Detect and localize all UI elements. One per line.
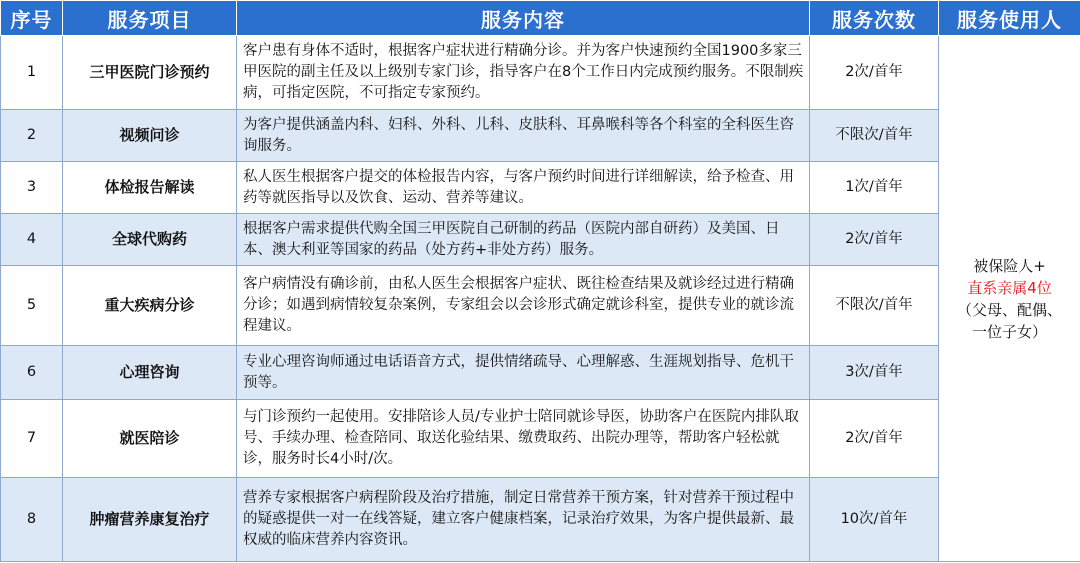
row-index: 1 xyxy=(1,36,63,110)
row-item: 重大疾病分诊 xyxy=(63,266,237,346)
table-row xyxy=(1,162,1080,214)
row-content: 私人医生根据客户提交的体检报告内容，与客户预约时间进行详细解读，给予检查、用药等就医指导以及饮食、运动、营养等建议。 xyxy=(237,162,810,214)
row-content: 营养专家根据客户病程阶段及治疗措施，制定日常营养干预方案，针对营养干预过程中的疑惑提供一对一在线答疑，建立客户健康档案，记录治疗效果，为客户提供最新、最权威的临床营养内容资讯。 xyxy=(237,478,810,562)
header-content: 服务内容 xyxy=(237,1,810,36)
users-line4: 一位子女） xyxy=(971,322,1047,341)
row-content: 专业心理咨询师通过电话语音方式，提供情绪疏导、心理解惑、生涯规划指导、危机干预等。 xyxy=(237,346,810,400)
table-row xyxy=(1,346,1080,400)
row-content: 根据客户需求提供代购全国三甲医院自己研制的药品（医院内部自研药）及美国、日本、澳大利亚等国家的药品（处方药+非处方药）服务。 xyxy=(237,214,810,266)
row-index: 2 xyxy=(1,110,63,162)
table-row xyxy=(1,400,1080,478)
header-users: 服务使用人 xyxy=(939,1,1080,36)
header-count: 服务次数 xyxy=(810,1,939,36)
table-row xyxy=(1,110,1080,162)
header-row xyxy=(1,1,1080,36)
row-item: 体检报告解读 xyxy=(63,162,237,214)
users-line1: 被保险人+ xyxy=(973,256,1046,275)
row-item: 心理咨询 xyxy=(63,346,237,400)
table-row xyxy=(1,214,1080,266)
row-content: 与门诊预约一起使用。安排陪诊人员/专业护士陪同就诊导医，协助客户在医院内排队取号、手续办理、检查陪同、取送化验结果、缴费取药、出院办理等，帮助客户轻松就诊，服务时长4小时/次。 xyxy=(237,400,810,478)
users-line3: （父母、配偶、 xyxy=(956,300,1062,319)
row-index: 3 xyxy=(1,162,63,214)
row-index: 6 xyxy=(1,346,63,400)
row-item: 视频问诊 xyxy=(63,110,237,162)
row-count: 1次/首年 xyxy=(810,162,939,214)
header-index: 序号 xyxy=(1,1,63,36)
users-cell xyxy=(939,36,1080,562)
row-count: 2次/首年 xyxy=(810,36,939,110)
row-count: 2次/首年 xyxy=(810,400,939,478)
row-item: 就医陪诊 xyxy=(63,400,237,478)
row-count: 10次/首年 xyxy=(810,478,939,562)
row-index: 5 xyxy=(1,266,63,346)
row-content: 客户患有身体不适时，根据客户症状进行精确分诊。并为客户快速预约全国1900多家三甲医院的副主任及以上级别专家门诊，指导客户在8个工作日内完成预约服务。不限制疾病，可指定医院，不可指定专家预约。 xyxy=(237,36,810,110)
row-index: 4 xyxy=(1,214,63,266)
row-content: 客户病情没有确诊前，由私人医生会根据客户症状、既往检查结果及就诊经过进行精确分诊；如遇到病情较复杂案例，专家组会以会诊形式确定就诊科室，提供专业的就诊流程建议。 xyxy=(237,266,810,346)
row-index: 7 xyxy=(1,400,63,478)
header-item: 服务项目 xyxy=(63,1,237,36)
table-row xyxy=(1,266,1080,346)
row-count: 不限次/首年 xyxy=(810,266,939,346)
row-content: 为客户提供涵盖内科、妇科、外科、儿科、皮肤科、耳鼻喉科等各个科室的全科医生咨询服务。 xyxy=(237,110,810,162)
row-item: 肿瘤营养康复治疗 xyxy=(63,478,237,562)
row-count: 2次/首年 xyxy=(810,214,939,266)
row-count: 3次/首年 xyxy=(810,346,939,400)
table-row xyxy=(1,478,1080,562)
row-count: 不限次/首年 xyxy=(810,110,939,162)
users-line2: 直系亲属4位 xyxy=(967,278,1052,297)
row-item: 三甲医院门诊预约 xyxy=(63,36,237,110)
table-row xyxy=(1,36,1080,110)
row-item: 全球代购药 xyxy=(63,214,237,266)
row-index: 8 xyxy=(1,478,63,562)
